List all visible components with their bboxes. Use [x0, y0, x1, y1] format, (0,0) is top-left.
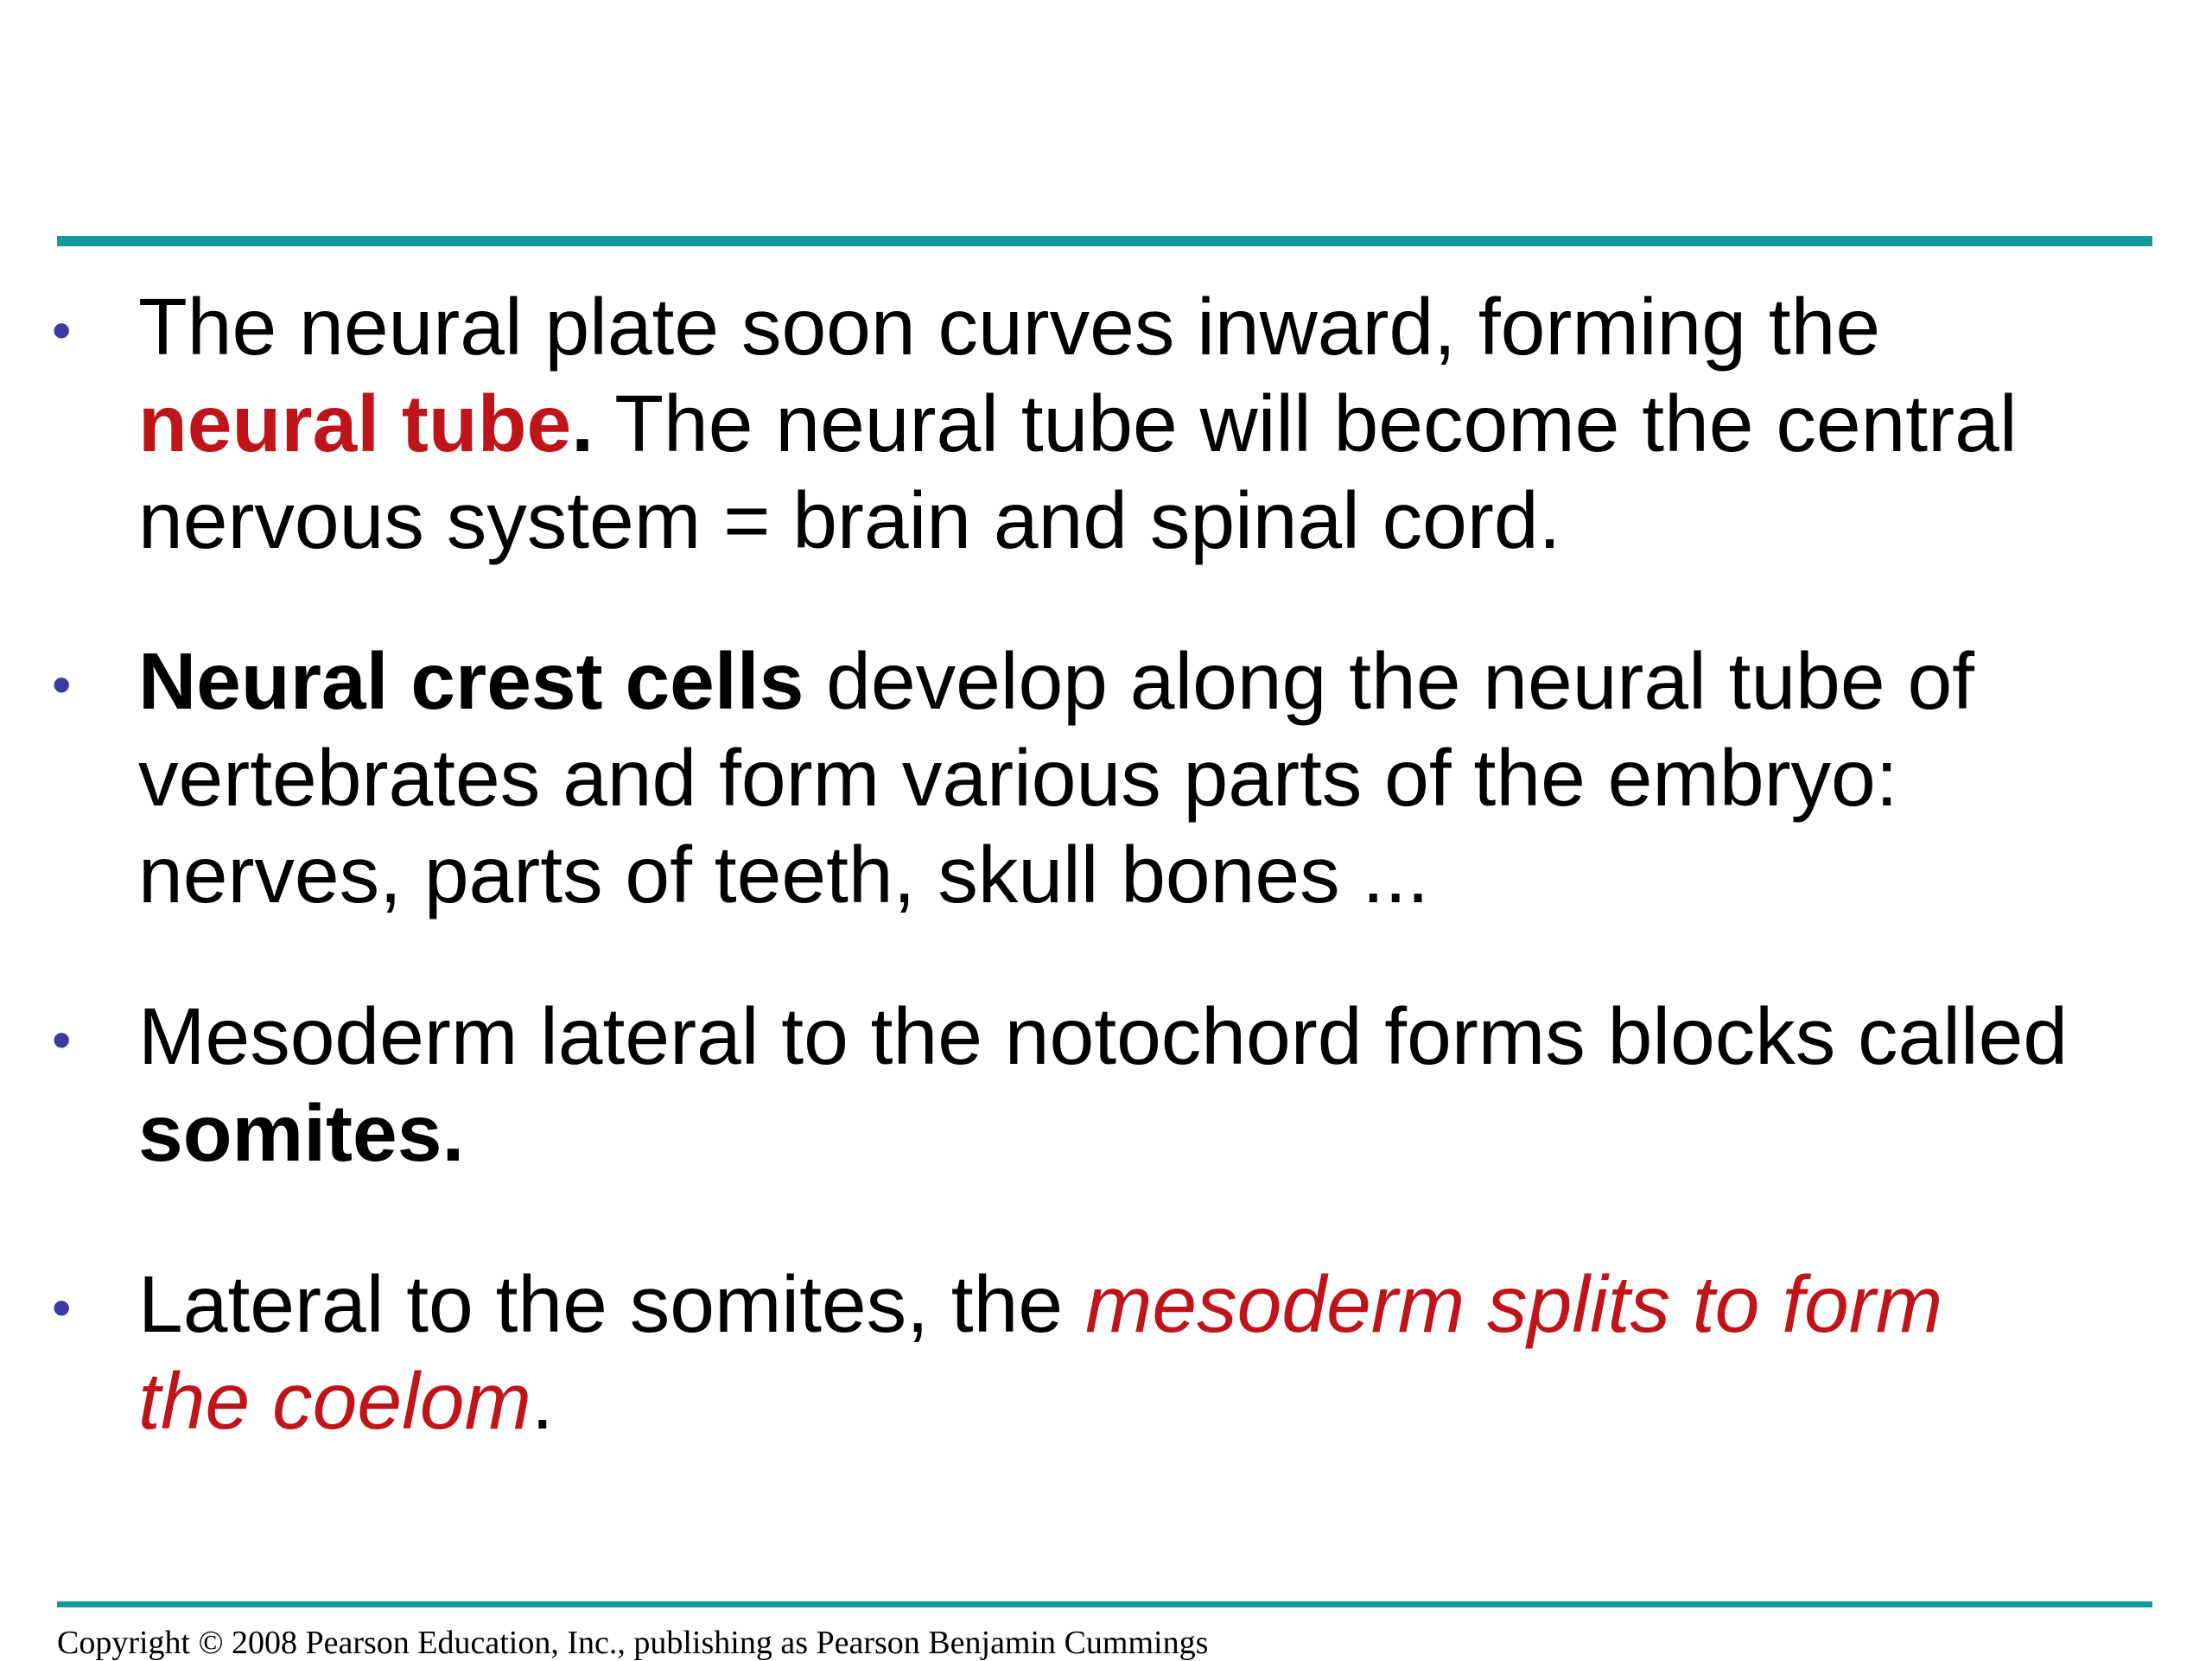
bullet-dot: •: [52, 653, 72, 716]
term-period: .: [571, 379, 594, 468]
line-start: Lateral to the somites, the: [138, 1259, 1085, 1349]
bullet-text: [138, 1256, 2160, 1449]
bullet-dot: •: [52, 1276, 72, 1339]
bullet-line: [138, 1352, 2160, 1449]
bullet-dot: •: [52, 1009, 72, 1071]
key-term: somites.: [138, 1088, 465, 1178]
bullet-line: nervous system = brain and spinal cord.: [138, 475, 1561, 565]
end-period: .: [531, 1356, 554, 1446]
bullet-line: The neural plate soon curves inward, forming the: [138, 282, 1881, 372]
bullet-text: [138, 988, 2160, 1181]
line-rest: develop along the neural tube of: [804, 636, 1975, 726]
bullet-text: [138, 633, 2160, 923]
bullet-dot: •: [52, 299, 72, 361]
bottom-divider: [57, 1601, 2152, 1607]
bullet-line: nerves, parts of teeth, skull bones ...: [138, 830, 1429, 920]
emphasis-text: mesoderm splits to form: [1084, 1259, 1943, 1349]
key-term: neural tube: [138, 379, 572, 468]
key-term: Neural crest cells: [138, 636, 804, 726]
bullet-text: [138, 278, 2160, 569]
bullet-line: vertebrates and form various parts of the embryo:: [138, 733, 1898, 823]
copyright-notice: Copyright © 2008 Pearson Education, Inc., publishing as Pearson Benjamin Cummings: [57, 1625, 1209, 1661]
bullet-line: Mesoderm lateral to the notochord forms blocks called: [138, 991, 2069, 1081]
line-rest: The neural tube will become the central: [594, 379, 2018, 468]
bullet-line: [138, 375, 2160, 472]
bullet-line: [138, 633, 2160, 729]
emphasis-text: the coelom: [138, 1356, 531, 1446]
bullet-line: [138, 1256, 2160, 1352]
